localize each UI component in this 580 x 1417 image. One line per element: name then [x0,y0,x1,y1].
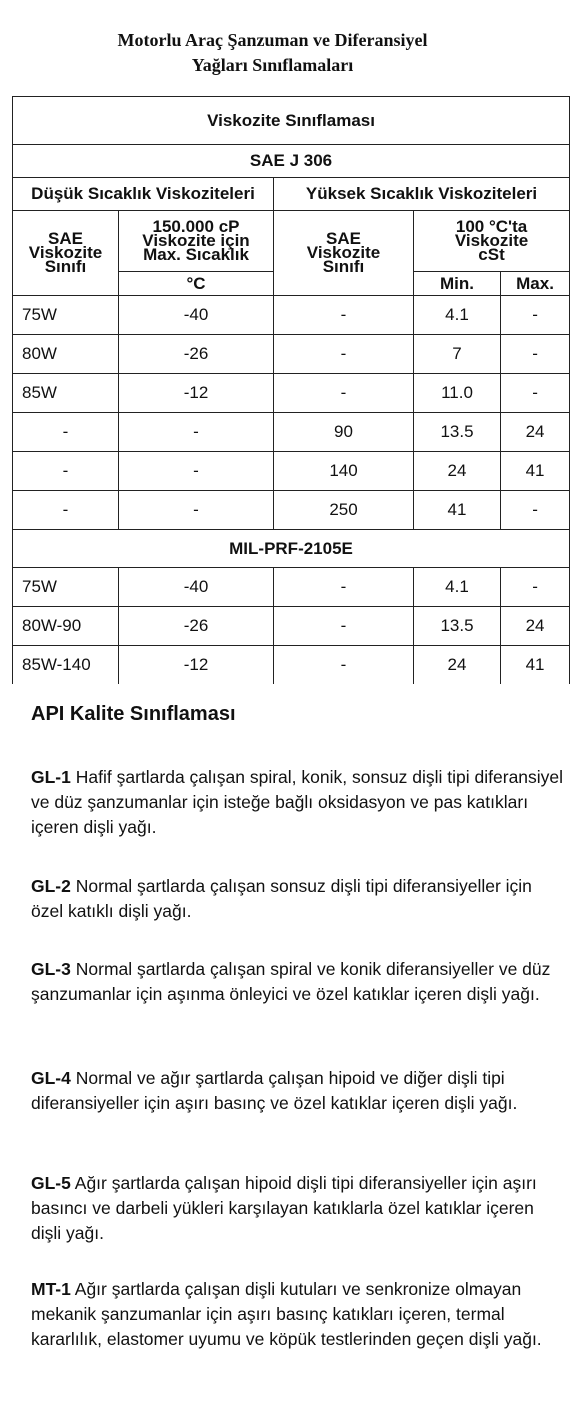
cell-max-temp: -12 [119,374,274,413]
table-row [13,607,570,646]
col-header-sae-high: SAE Viskozite Sınıfı [274,211,414,296]
cell-max-temp: - [119,452,274,491]
viscosity-table [12,96,570,684]
col-header-max-temp: 150.000 cP Viskozite için Max. Sıcaklık [119,211,274,272]
unit-min: Min. [414,272,501,296]
cell-min: 13.5 [414,413,501,452]
api-code: GL-3 [31,959,71,979]
table-row [13,452,570,491]
cell-max: 41 [501,646,570,685]
table-row [13,491,570,530]
api-description: Hafif şartlarda çalışan spiral, konik, sonsuz dişli tipi diferansiyel ve düz şanzumanlar için isteğe bağlı oksidasyon ve pas katıkları içeren dişli yağı. [31,767,564,837]
cell-max-temp: -40 [119,568,274,607]
api-section-title: API Kalite Sınıflaması [31,703,236,725]
api-description: Ağır şartlarda çalışan dişli kutuları ve senkronize olmayan mekanik şanzumanlar için aşırı basınç katıkları içeren, termal kararlılık, elastomer uyumu ve köpük testlerinden geçen dişli yağı. [31,1279,542,1349]
table-row [13,296,570,335]
cell-min: 24 [414,452,501,491]
cell-max: 41 [501,452,570,491]
cell-sae-high: - [274,568,414,607]
table-title: Viskozite Sınıflaması [13,97,570,145]
unit-celsius: °C [119,272,274,296]
cell-sae-high: 140 [274,452,414,491]
api-item-gl5 [31,1171,566,1246]
api-item-gl4 [31,1066,566,1116]
cell-sae-low: - [13,452,119,491]
api-code: GL-2 [31,876,71,896]
cell-max: - [501,296,570,335]
api-description: Normal şartlarda çalışan spiral ve konik diferansiyeller ve düz şanzumanlar için aşınma önleyici ve özel katıklar içeren dişli yağı. [31,959,551,1004]
api-description: Normal şartlarda çalışan sonsuz dişli tipi diferansiyeller için özel katıklı dişli yağı. [31,876,532,921]
cell-max-temp: - [119,413,274,452]
api-code: GL-5 [31,1173,71,1193]
api-code: MT-1 [31,1279,71,1299]
cell-sae-low: 75W [13,296,119,335]
cell-max-temp: -26 [119,335,274,374]
col-header-sae-low: SAE Viskozite Sınıfı [13,211,119,296]
api-code: GL-1 [31,767,71,787]
cell-sae-low: 75W [13,568,119,607]
standard-sae-j306: SAE J 306 [13,145,570,178]
table-row [13,646,570,685]
api-description: Normal ve ağır şartlarda çalışan hipoid ve diğer dişli tipi diferansiyeller için aşırı basınç ve özel katıklar içeren dişli yağı. [31,1068,518,1113]
col-header-viscosity: 100 °C'ta Viskozite cSt [414,211,570,272]
cell-max-temp: -26 [119,607,274,646]
cell-max: - [501,335,570,374]
cell-sae-low: 80W [13,335,119,374]
unit-max: Max. [501,272,570,296]
document-title-line-1: Motorlu Araç Şanzuman ve Diferansiyel [117,30,428,50]
cell-max: - [501,374,570,413]
cell-min: 4.1 [414,296,501,335]
table-row [13,413,570,452]
cell-max-temp: -40 [119,296,274,335]
document-title [0,28,545,78]
table-row [13,568,570,607]
api-item-gl2 [31,874,566,924]
cell-min: 41 [414,491,501,530]
document-title-line-2: Yağları Sınıflamaları [191,55,354,75]
cell-sae-low: - [13,491,119,530]
cell-sae-high: 90 [274,413,414,452]
cell-sae-low: 85W [13,374,119,413]
cell-max-temp: -12 [119,646,274,685]
api-item-gl3 [31,957,566,1007]
cell-max: 24 [501,413,570,452]
cell-min: 24 [414,646,501,685]
cell-sae-high: - [274,607,414,646]
cell-min: 11.0 [414,374,501,413]
cell-sae-high: - [274,335,414,374]
table-row [13,335,570,374]
cell-max-temp: - [119,491,274,530]
api-description: Ağır şartlarda çalışan hipoid dişli tipi diferansiyeller için aşırı basıncı ve darbeli yükleri karşılayan katıklarla özel katıklar içeren dişli yağı. [31,1173,537,1243]
cell-sae-high: - [274,374,414,413]
cell-sae-high: - [274,646,414,685]
cell-sae-low: - [13,413,119,452]
low-temp-group-header: Düşük Sıcaklık Viskoziteleri [13,178,274,211]
api-item-gl1 [31,765,566,840]
api-code: GL-4 [31,1068,71,1088]
cell-min: 13.5 [414,607,501,646]
cell-min: 7 [414,335,501,374]
cell-min: 4.1 [414,568,501,607]
standard-mil-prf-2105e: MIL-PRF-2105E [13,530,570,568]
cell-sae-low: 85W-140 [13,646,119,685]
table-row [13,374,570,413]
cell-max: - [501,568,570,607]
cell-max: 24 [501,607,570,646]
high-temp-group-header: Yüksek Sıcaklık Viskoziteleri [274,178,570,211]
cell-sae-high: 250 [274,491,414,530]
api-item-mt1 [31,1277,566,1352]
cell-sae-high: - [274,296,414,335]
cell-sae-low: 80W-90 [13,607,119,646]
cell-max: - [501,491,570,530]
